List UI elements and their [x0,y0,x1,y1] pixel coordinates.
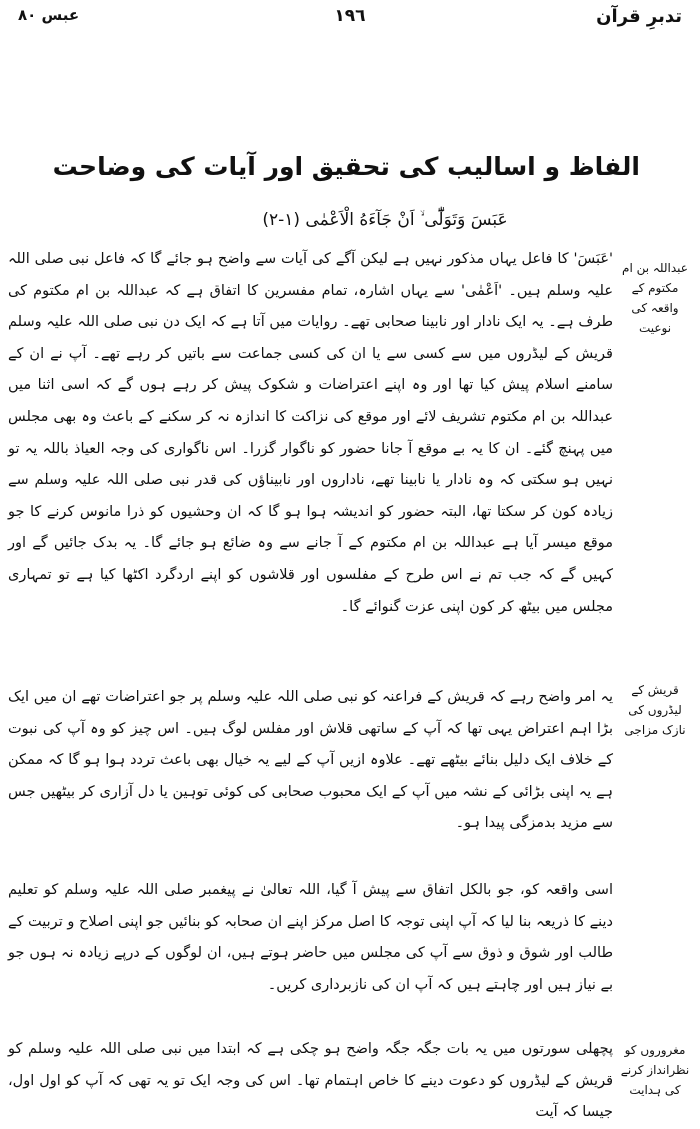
margin-note-3: مغروروں کو نظرانداز کرنے کی ہدایت [620,1043,690,1097]
paragraph-4: پچھلی سورتوں میں یہ بات جگہ جگہ واضح ہو چکی ہے کہ ابتدا میں نبی صلی اللہ علیہ وسلم کو قریش کے لیڈروں کو دعوت دینے کا خاص اہتمام تھا۔ اس کی وجہ ایک تو یہ تھی کہ آپ کو اول اول، جیسا کہ آیت [8,1041,613,1121]
margin-note-1: عبداللہ بن ام مکتوم کے واقعہ کی نوعیت [622,261,688,335]
section-heading: الفاظ و اسالیب کی تحقیق اور آیات کی وضاحت [52,152,640,181]
margin-note-2: قریش کے لیڈروں کی نازک مزاجی [624,683,686,737]
quran-verse: عَبَسَ وَتَوَلّٰٓى ۙ اَنْ جَآءَهُ الْاَعْمٰى (١-٢) [262,210,508,230]
running-header-book-title: تدبرِ قرآن [596,6,682,27]
running-header-surah: عبس ٨٠ [18,6,80,24]
page-number: ١٩٦ [334,6,366,26]
paragraph-2: یہ امر واضح رہے کہ قریش کے فراعنہ کو نبی صلی اللہ علیہ وسلم پر جو اعتراضات تھے ان میں ایک بڑا اہم اعتراض یہی تھا کہ آپ کے ساتھی قلاش اور مفلس لوگ ہیں۔ اس چیز کو وہ آپ کی نبوت کے خلاف ایک دلیل بنائے بیٹھے تھے۔ علاوہ ازیں آپ کے لیے یہ خیال بھی باعث تردد ہوا ہو گا کہ ممکن ہے یہ اپنی بڑائی کے نشہ میں آپ کے ایک محبوب صحابی کی کوئی توہین یا دل آزاری کر بیٹھیں جس سے مزید بدمزگی پیدا ہو۔ [8,689,613,832]
paragraph-1: 'عَبَسَ' کا فاعل یہاں مذکور نہیں ہے لیکن آگے کی آیات سے واضح ہو جائے گا کہ فاعل نبی صلی اللہ علیہ وسلم ہیں۔ 'اَعْمٰی' سے یہاں اشارہ، تمام مفسرین کا اتفاق ہے کہ عبداللہ بن ام مکتوم کی طرف ہے۔ یہ ایک نادار اور نابینا صحابی تھے۔ روایات میں آتا ہے کہ ایک دن نبی صلی اللہ علیہ وسلم قریش کے لیڈروں میں سے کسی سے یا ان کی کسی جماعت سے باتیں کر رہے تھے۔ آپ نے ان کے سامنے اسلام پیش کیا تھا اور وہ اپنے اعتراضات و شکوک پیش کر رہے ہوں گے کہ اسی اثنا میں عبداللہ بن ام مکتوم تشریف لائے اور موقع کی نزاکت کا اندازہ نہ کر سکنے کے باعث وہ بھی مجلس میں پہنچ گئے۔ ان کا یہ بے موقع آ جانا حضور کو ناگوار گزرا۔ اس ناگواری کی وجہ العیاذ باللہ یہ تو نہیں ہو سکتی کہ وہ نادار یا نابینا تھے، ناداروں اور نابیناؤں کی قدر نبی صلی اللہ علیہ وسلم سے زیادہ کون کر سکتا تھا، البتہ حضور کو اندیشہ ہوا ہو گا کہ ان وحشیوں کو ذرا مانوس کرنے کا جو موقع میسر آیا ہے عبداللہ بن ام مکتوم کے آ جانے سے وہ ضائع ہو جائے گا۔ یہ بدک جائیں گے اور کہیں گے کہ جب تم نے اس طرح کے مفلسوں اور قلاشوں کو اپنے اردگرد اکٹھا کیا ہے تو تمہاری مجلس میں بیٹھ کر کون اپنی عزت گنوائے گا۔ [8,251,613,615]
paragraph-3: اسی واقعہ کو، جو بالکل اتفاق سے پیش آ گیا، اللہ تعالیٰ نے پیغمبر صلی اللہ علیہ وسلم کو تعلیم دینے کا ذریعہ بنا لیا کہ آپ اپنی توجہ کا اصل مرکز اپنے ان صحابہ کو بنائیں جو اپنی اصلاح و تربیت کے طالب اور شوق و ذوق سے آپ کی مجلس میں حاضر ہوتے ہیں، ان لوگوں کے درپے زیادہ نہ ہوں جو بے نیاز ہیں اور چاہتے ہیں کہ آپ ان کی نازبرداری کریں۔ [8,882,613,993]
